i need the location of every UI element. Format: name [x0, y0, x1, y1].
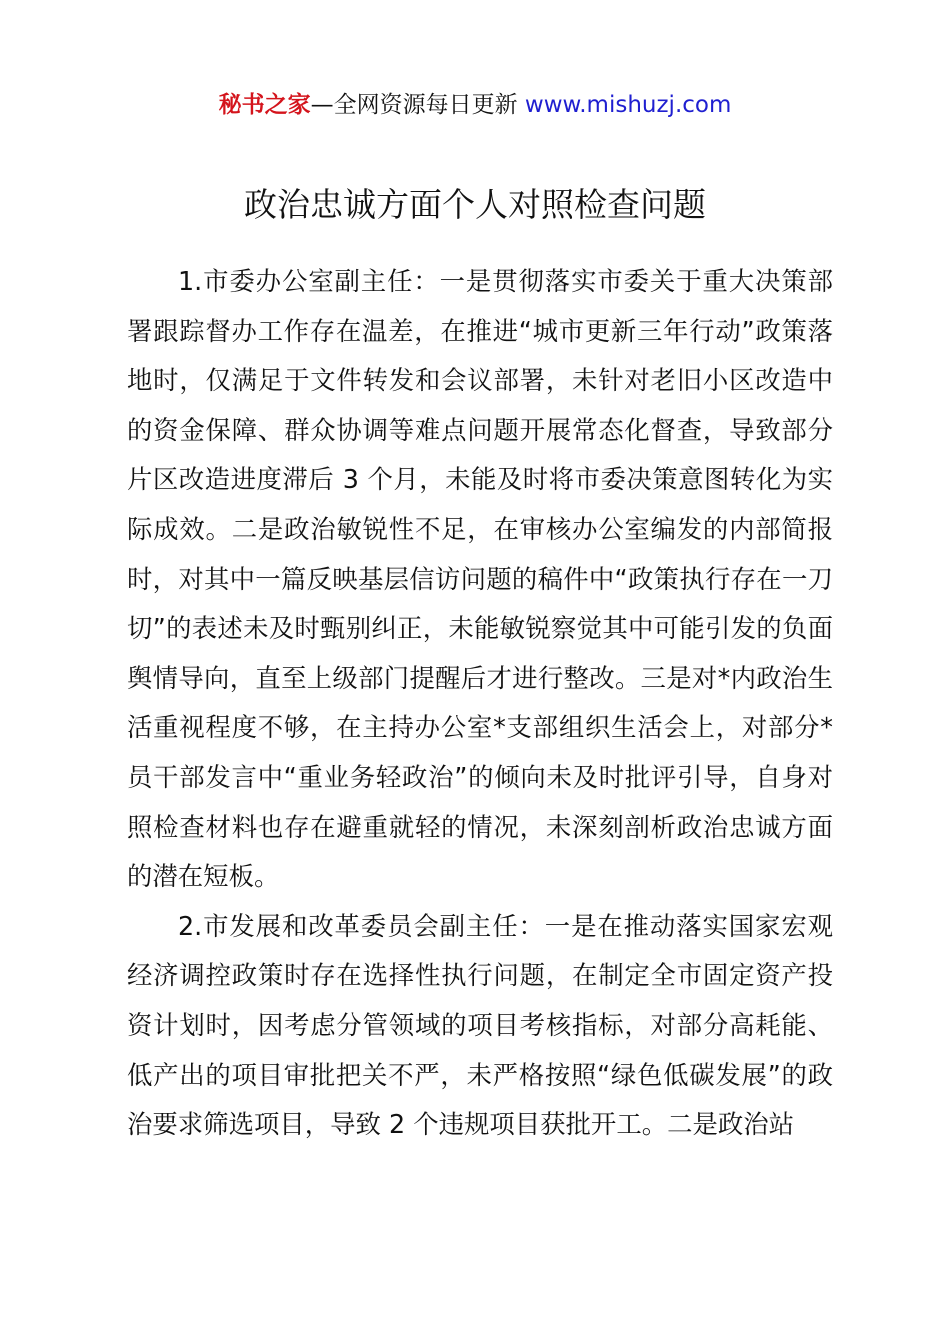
document-title: 政治忠诚方面个人对照检查问题 [244, 185, 706, 224]
document-body [127, 257, 833, 1150]
site-url-link[interactable]: www.mishuzj.com [524, 92, 732, 118]
paragraph-2: 2.市发展和改革委员会副主任：一是在推动落实国家宏观经济调控政策时存在选择性执行问题，在制定全市固定资产投资计划时，因考虑分管领域的项目考核指标，对部分高耗能、低产出的项目审批把关不严，未严格按照“绿色低碳发展”的政治要求筛选项目，导致 2 个违规项目获批开工。二是政治站 [127, 910, 833, 1140]
site-brand: 秘书之家 [218, 92, 311, 118]
paragraph-1: 1.市委办公室副主任：一是贯彻落实市委关于重大决策部署跟踪督办工作存在温差，在推进“城市更新三年行动”政策落地时，仅满足于文件转发和会议部署，未针对老旧小区改造中的资金保障、群众协调等难点问题开展常态化督查，导致部分片区改造进度滞后 3 个月，未能及时将市委决策意图转化为实际成效。二是政治敏锐性不足，在审核办公室编发的内部简报时，对其中一篇反映基层信访问题的稿件中“政策执行存在一刀切”的表述未及时甄别纠正，未能敏锐察觉其中可能引发的负面舆情导向，直至上级部门提醒后才进行整改。三是对*内政治生活重视程度不够，在主持办公室*支部组织生活会上，对部分*员干部发言中“重业务轻政治”的倾向未及时批评引导，自身对照检查材料也存在避重就轻的情况，未深刻剖析政治忠诚方面的潜在短板。 [127, 266, 833, 892]
site-header [0, 88, 950, 122]
site-tagline: —全网资源每日更新 [310, 92, 525, 118]
